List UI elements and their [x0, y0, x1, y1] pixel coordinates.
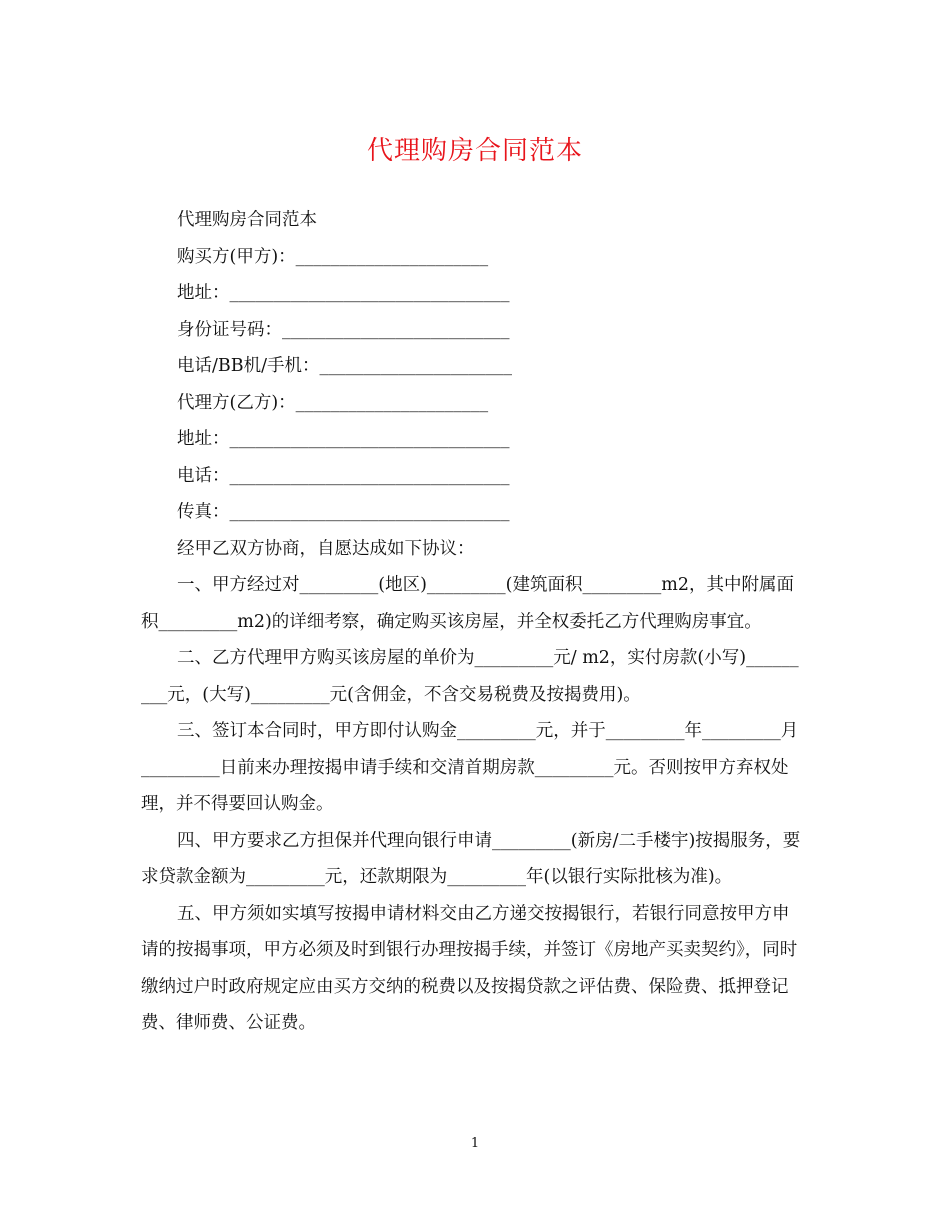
- agent-field: 代理方(乙方)：______________________: [177, 392, 489, 413]
- document-body: [141, 202, 804, 1042]
- buyer-field: 购买方(甲方)：______________________: [177, 246, 489, 267]
- clause-3: 三、签订本合同时，甲方即付认购金_________元，并于_________年_________月_________日前来办理按揭申请手续和交清首期房款_________元。否则按甲方弃权处理，并不得要回认购金。: [141, 721, 799, 814]
- clause-4: 四、甲方要求乙方担保并代理向银行申请_________(新房/二手楼宇)按揭服务，要求贷款金额为_________元，还款期限为_________年(以银行实际批核为准)。: [141, 830, 801, 887]
- agent-address-field: 地址：________________________________: [177, 429, 510, 449]
- agreement-intro: 经甲乙双方协商，自愿达成如下协议：: [177, 538, 475, 559]
- id-number-field: 身份证号码：__________________________: [177, 319, 510, 340]
- agent-fax-field: 传真：________________________________: [177, 502, 510, 522]
- page-number: 1: [470, 1136, 480, 1151]
- clause-5: 五、甲方须如实填写按揭申请材料交由乙方递交按揭银行，若银行同意按甲方申请的按揭事项，甲方必须及时到银行办理按揭手续，并签订《房地产买卖契约》，同时缴纳过户时政府规定应由买方交纳的税费以及按揭贷款之评估费、保险费、抵押登记费、律师费、公证费。: [141, 903, 798, 1033]
- clause-2: 二、乙方代理甲方购买该房屋的单价为_________元/ m2，实付房款(小写)_________元，(大写)_________元(含佣金，不含交易税费及按揭费用)。: [141, 648, 799, 705]
- clause-1: 一、甲方经过对_________(地区)_________(建筑面积_________m2，其中附属面积_________m2)的详细考察，确定购买该房屋，并全权委托乙方代理购房事宜。: [141, 575, 794, 632]
- subtitle-line: 代理购房合同范本: [177, 210, 317, 230]
- buyer-address-field: 地址：________________________________: [177, 283, 510, 303]
- buyer-phone-field: 电话/BB机/手机：______________________: [177, 356, 513, 376]
- agent-phone-field: 电话：________________________________: [177, 465, 510, 486]
- document-title: 代理购房合同范本: [366, 136, 583, 166]
